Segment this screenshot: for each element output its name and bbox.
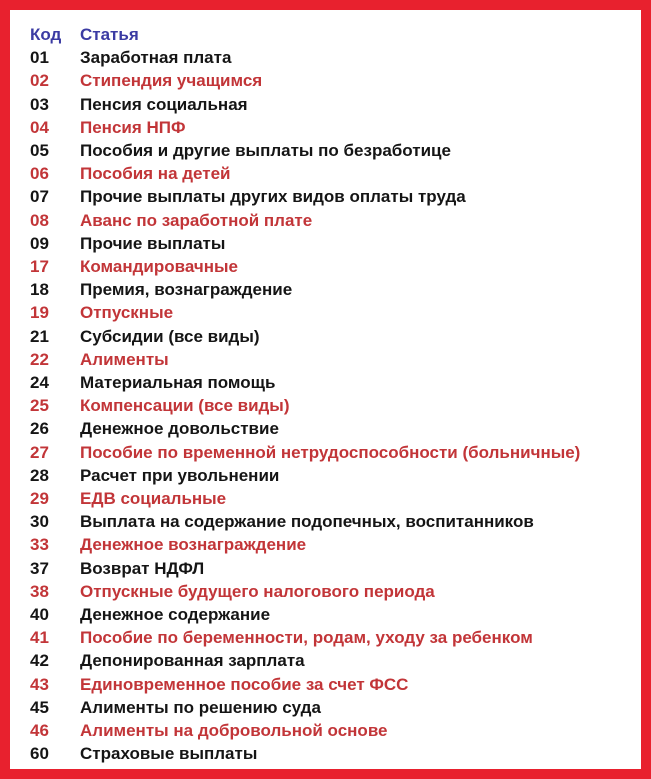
table-row [30, 185, 635, 208]
row-code: 43 [30, 674, 49, 694]
row-article: Пенсия НПФ [80, 117, 186, 137]
row-code: 40 [30, 605, 49, 625]
row-article: Пособие по беременности, родам, уходу за ребенком [80, 628, 533, 648]
row-code: 37 [30, 558, 49, 578]
row-article: Денежное содержание [80, 605, 271, 625]
table-row [30, 232, 635, 255]
table-row [30, 557, 635, 580]
row-article: Алименты [80, 349, 169, 369]
row-article: Отпускные будущего налогового периода [80, 581, 435, 601]
table-row [30, 510, 635, 533]
table-row [30, 348, 635, 371]
table-header [30, 23, 635, 46]
row-article: Прочие выплаты других видов оплаты труда [80, 187, 466, 207]
row-code: 06 [30, 164, 49, 184]
row-code: 08 [30, 210, 49, 230]
row-article: Пособия на детей [80, 164, 231, 184]
row-code: 33 [30, 535, 49, 555]
table-row [30, 394, 635, 417]
row-article: Пенсия социальная [80, 94, 248, 114]
table-row [30, 603, 635, 626]
row-code: 60 [30, 744, 49, 764]
row-code: 42 [30, 651, 49, 671]
table-row [30, 417, 635, 440]
row-article: Пособия и другие выплаты по безработице [80, 141, 451, 161]
table-row [30, 93, 635, 116]
row-code: 03 [30, 94, 49, 114]
row-article: Материальная помощь [80, 373, 276, 393]
table-row [30, 46, 635, 69]
row-article: Заработная плата [80, 48, 232, 68]
row-code: 29 [30, 489, 49, 509]
row-article: Пособие по временной нетрудоспособности (больничные) [80, 442, 581, 462]
table-row [30, 626, 635, 649]
row-code: 22 [30, 349, 49, 369]
table-row [30, 649, 635, 672]
table-row [30, 139, 635, 162]
row-article: Страховые выплаты [80, 744, 258, 764]
row-code: 46 [30, 721, 49, 741]
column-header-article: Статья [80, 25, 139, 44]
row-article: Алименты на добровольной основе [80, 721, 388, 741]
table-row [30, 719, 635, 742]
table-row [30, 325, 635, 348]
row-article: Командировачные [80, 257, 238, 277]
row-code: 25 [30, 396, 49, 416]
row-code: 38 [30, 581, 49, 601]
row-code: 17 [30, 257, 49, 277]
table-row [30, 487, 635, 510]
table-row [30, 673, 635, 696]
row-code: 24 [30, 373, 49, 393]
row-article: Возврат НДФЛ [80, 558, 205, 578]
row-code: 45 [30, 697, 49, 717]
row-code: 27 [30, 442, 49, 462]
row-article: ЕДВ социальные [80, 489, 227, 509]
row-article: Премия, вознаграждение [80, 280, 293, 300]
row-article: Субсидии (все виды) [80, 326, 260, 346]
row-article: Отпускные [80, 303, 174, 323]
row-code: 19 [30, 303, 49, 323]
row-article: Стипендия учащимся [80, 71, 263, 91]
table-row [30, 441, 635, 464]
table-row [30, 69, 635, 92]
column-header-code: Код [30, 25, 62, 44]
row-code: 28 [30, 465, 49, 485]
row-article: Выплата на содержание подопечных, воспитанников [80, 512, 534, 532]
row-article: Денежное довольствие [80, 419, 279, 439]
table-row [30, 301, 635, 324]
table-row [30, 533, 635, 556]
table-row [30, 371, 635, 394]
table-row [30, 742, 635, 765]
table-row [30, 464, 635, 487]
row-code: 01 [30, 48, 49, 68]
row-code: 18 [30, 280, 49, 300]
row-code: 07 [30, 187, 49, 207]
row-article: Аванс по заработной плате [80, 210, 313, 230]
row-code: 30 [30, 512, 49, 532]
row-article: Единовременное пособие за счет ФСС [80, 674, 409, 694]
row-code: 41 [30, 628, 49, 648]
table-body [30, 46, 635, 765]
table-row [30, 209, 635, 232]
row-code: 21 [30, 326, 49, 346]
row-article: Депонированная зарплата [80, 651, 305, 671]
table-row [30, 162, 635, 185]
row-article: Денежное вознаграждение [80, 535, 307, 555]
table-row [30, 696, 635, 719]
table-row [30, 278, 635, 301]
row-article: Алименты по решению суда [80, 697, 321, 717]
table-row [30, 116, 635, 139]
row-code: 05 [30, 141, 49, 161]
row-code: 26 [30, 419, 49, 439]
row-article: Прочие выплаты [80, 233, 226, 253]
row-article: Компенсации (все виды) [80, 396, 290, 416]
row-code: 04 [30, 117, 49, 137]
table-row [30, 255, 635, 278]
table-row [30, 580, 635, 603]
row-code: 02 [30, 71, 49, 91]
row-code: 09 [30, 233, 49, 253]
row-article: Расчет при увольнении [80, 465, 280, 485]
